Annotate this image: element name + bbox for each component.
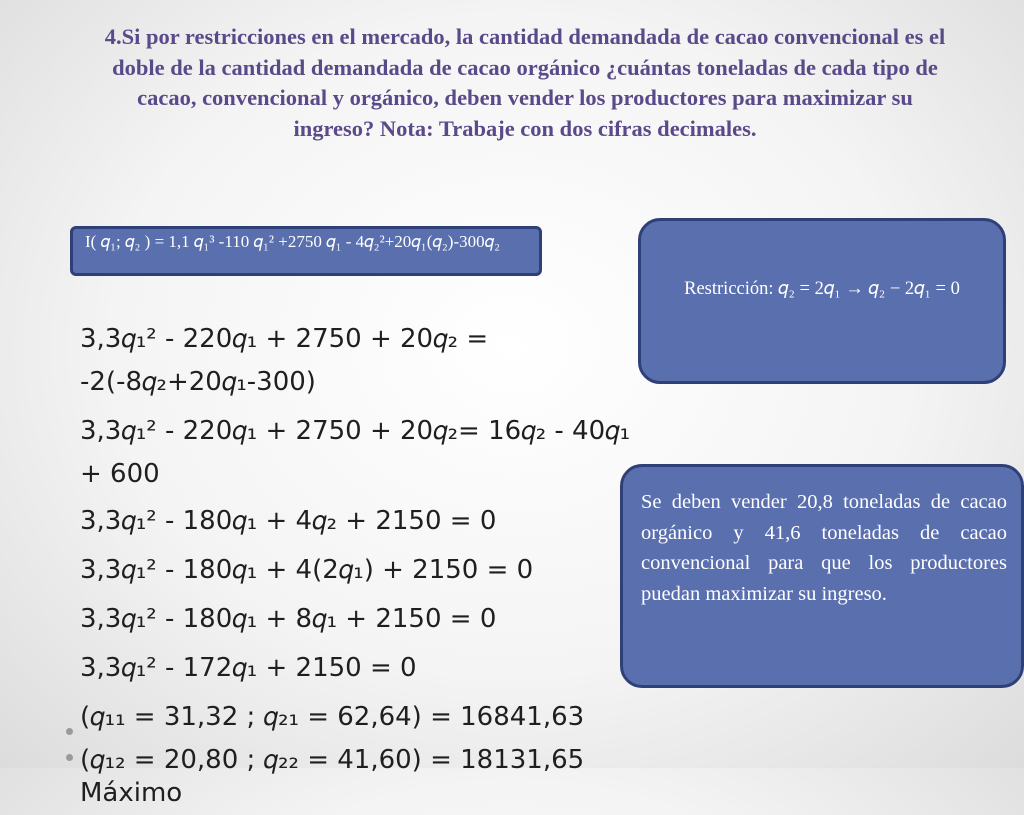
answer-text: Se deben vender 20,8 toneladas de cacao orgánico y 41,6 toneladas de cacao convencional para que los productores puedan maximizar su ingreso.	[641, 491, 1007, 605]
income-function-text: I( 𝑞₁; 𝑞₂ ) = 1,1 𝑞₁³ -110 𝑞₁² +2750 𝑞₁ - 4𝑞₂²+20𝑞₁(𝑞₂)-300𝑞₂	[85, 232, 501, 251]
equation-8: (𝑞₁₂ = 20,80 ; 𝑞₂₂ = 41,60) = 18131,65	[80, 745, 585, 775]
restriction-box	[638, 218, 1006, 384]
restriction-text: Restricción: 𝑞₂ = 2𝑞₁ → 𝑞₂ − 2𝑞₁ = 0	[684, 279, 960, 299]
equation-2: 3,3𝑞₁² - 220𝑞₁ + 2750 + 20𝑞₂= 16𝑞₂ - 40𝑞₁ + 600	[80, 416, 631, 489]
income-function-box	[70, 226, 542, 276]
equation-4: 3,3𝑞₁² - 180𝑞₁ + 4(2𝑞₁) + 2150 = 0	[80, 555, 534, 585]
slide-title: 4.Si por restricciones en el mercado, la cantidad demandada de cacao convencional es el doble de la cantidad demandada de cacao orgánico ¿cuántas toneladas de cada tipo de cacao, convencional y orgánico, deben vender los productores para maximizar su ingreso? Nota: Trabaje con dos cifras decimales.	[104, 24, 946, 141]
bullet-dots	[66, 720, 76, 768]
equation-1: 3,3𝑞₁² - 220𝑞₁ + 2750 + 20𝑞₂ = -2(-8𝑞₂+20𝑞₁-300)	[80, 324, 489, 397]
equation-9: Máximo	[80, 778, 183, 808]
equation-6: 3,3𝑞₁² - 172𝑞₁ + 2150 = 0	[80, 653, 417, 683]
equation-5: 3,3𝑞₁² - 180𝑞₁ + 8𝑞₁ + 2150 = 0	[80, 604, 497, 634]
bullet-dot-icon	[66, 754, 73, 761]
answer-box	[620, 464, 1024, 688]
equation-list	[80, 318, 660, 815]
equation-7: (𝑞₁₁ = 31,32 ; 𝑞₂₁ = 62,64) = 16841,63	[80, 702, 585, 732]
equation-3: 3,3𝑞₁² - 180𝑞₁ + 4𝑞₂ + 2150 = 0	[80, 506, 497, 536]
bullet-dot-icon	[66, 728, 73, 735]
